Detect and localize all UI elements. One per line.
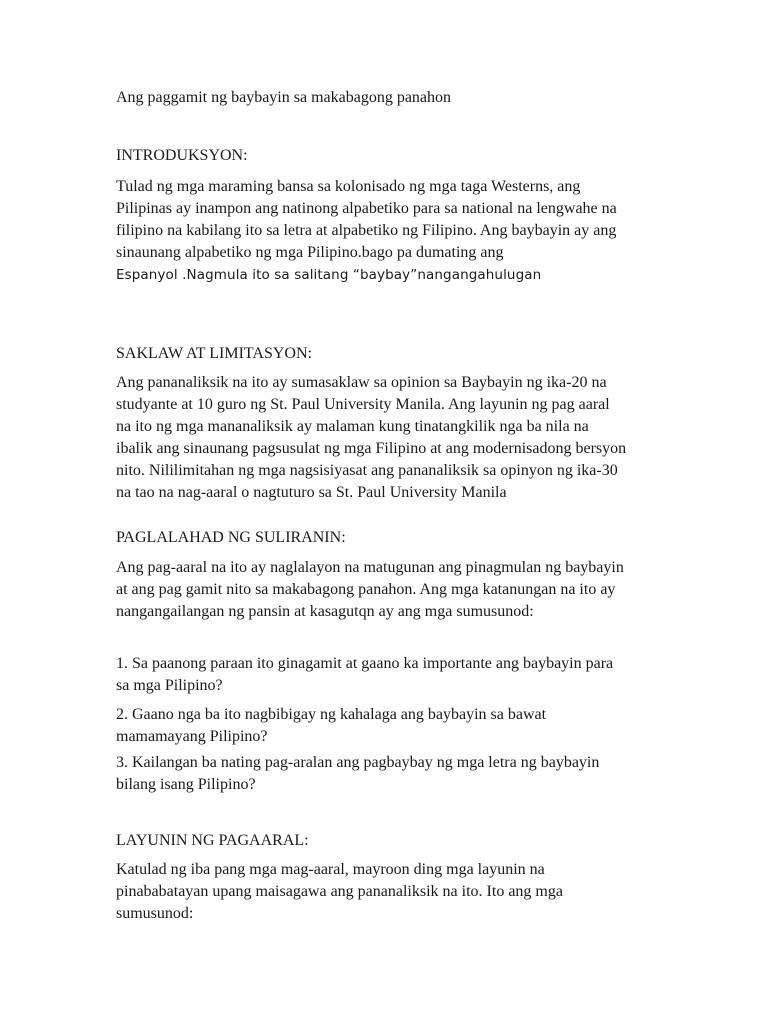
question-item-3 bbox=[116, 752, 676, 796]
paragraph-layunin bbox=[116, 859, 676, 925]
paragraph-line: Pilipinas ay inampon ang natinong alpabetiko para sa national na lengwahe na bbox=[116, 200, 617, 217]
question-item-1 bbox=[116, 653, 676, 697]
section-heading-introduksyon: INTRODUKSYON: bbox=[116, 147, 248, 164]
paragraph-line: Espanyol .Nagmula ito sa salitang “baybay”nangangahulugan bbox=[116, 267, 542, 283]
paragraph-line: na tao na nag-aaral o nagtuturo sa St. Paul University Manila bbox=[116, 484, 507, 501]
paragraph-line: Ang pananaliksik na ito ay sumasaklaw sa opinion sa Baybayin ng ika-20 na bbox=[116, 374, 607, 391]
paragraph-line: Ang pag-aaral na ito ay naglalayon na matugunan ang pinagmulan ng baybayin bbox=[116, 559, 624, 576]
section-heading-paglalahad: PAGLALAHAD NG SULIRANIN: bbox=[116, 529, 346, 546]
document-title: Ang paggamit ng baybayin sa makabagong panahon bbox=[116, 89, 452, 106]
question-line: 2. Gaano nga ba ito nagbibigay ng kahalaga ang baybayin sa bawat bbox=[116, 706, 547, 723]
question-line: 1. Sa paanong paraan ito ginagamit at gaano ka importante ang baybayin para bbox=[116, 655, 614, 672]
paragraph-line: ibalik ang sinaunang pagsusulat ng mga Filipino at ang modernisadong bersyon bbox=[116, 440, 627, 457]
paragraph-line: na ito ng mga mananaliksik ay malaman kung tinatangkilik nga ba nila na bbox=[116, 418, 589, 435]
paragraph-line: sinaunang alpabetiko ng mga Pilipino.bago pa dumating ang bbox=[116, 244, 504, 261]
paragraph-line: pinababatayan upang maisagawa ang pananaliksik na ito. Ito ang mga bbox=[116, 883, 563, 900]
paragraph-line: filipino na kabilang ito sa letra at alpabetiko ng Filipino. Ang baybayin ay ang bbox=[116, 222, 617, 239]
question-line: sa mga Pilipino? bbox=[116, 677, 223, 694]
paragraph-line: sumusunod: bbox=[116, 905, 194, 922]
paragraph-line: Katulad ng iba pang mga mag-aaral, mayroon ding mga layunin na bbox=[116, 861, 545, 878]
paragraph-line: nangangailangan ng pansin at kasagutqn ay ang mga sumusunod: bbox=[116, 603, 534, 620]
paragraph-line: at ang pag gamit nito sa makabagong panahon. Ang mga katanungan na ito ay bbox=[116, 581, 616, 598]
paragraph-line: nito. Nililimitahan ng mga nagsisiyasat ang pananaliksik sa opinyon ng ika-30 bbox=[116, 462, 618, 479]
question-line: mamamayang Pilipino? bbox=[116, 728, 268, 745]
section-heading-saklaw: SAKLAW AT LIMITASYON: bbox=[116, 345, 312, 362]
paragraph-saklaw bbox=[116, 372, 676, 504]
paragraph-paglalahad bbox=[116, 557, 676, 623]
paragraph-line: studyante at 10 guro ng St. Paul University Manila. Ang layunin ng pag aaral bbox=[116, 396, 610, 413]
question-line: bilang isang Pilipino? bbox=[116, 776, 256, 793]
question-line: 3. Kailangan ba nating pag-aralan ang pagbaybay ng mga letra ng baybayin bbox=[116, 754, 600, 771]
question-item-2 bbox=[116, 704, 676, 748]
paragraph-line: Tulad ng mga maraming bansa sa kolonisado ng mga taga Westerns, ang bbox=[116, 178, 581, 195]
section-heading-layunin: LAYUNIN NG PAGAARAL: bbox=[116, 832, 309, 849]
paragraph-introduksyon bbox=[116, 176, 676, 286]
